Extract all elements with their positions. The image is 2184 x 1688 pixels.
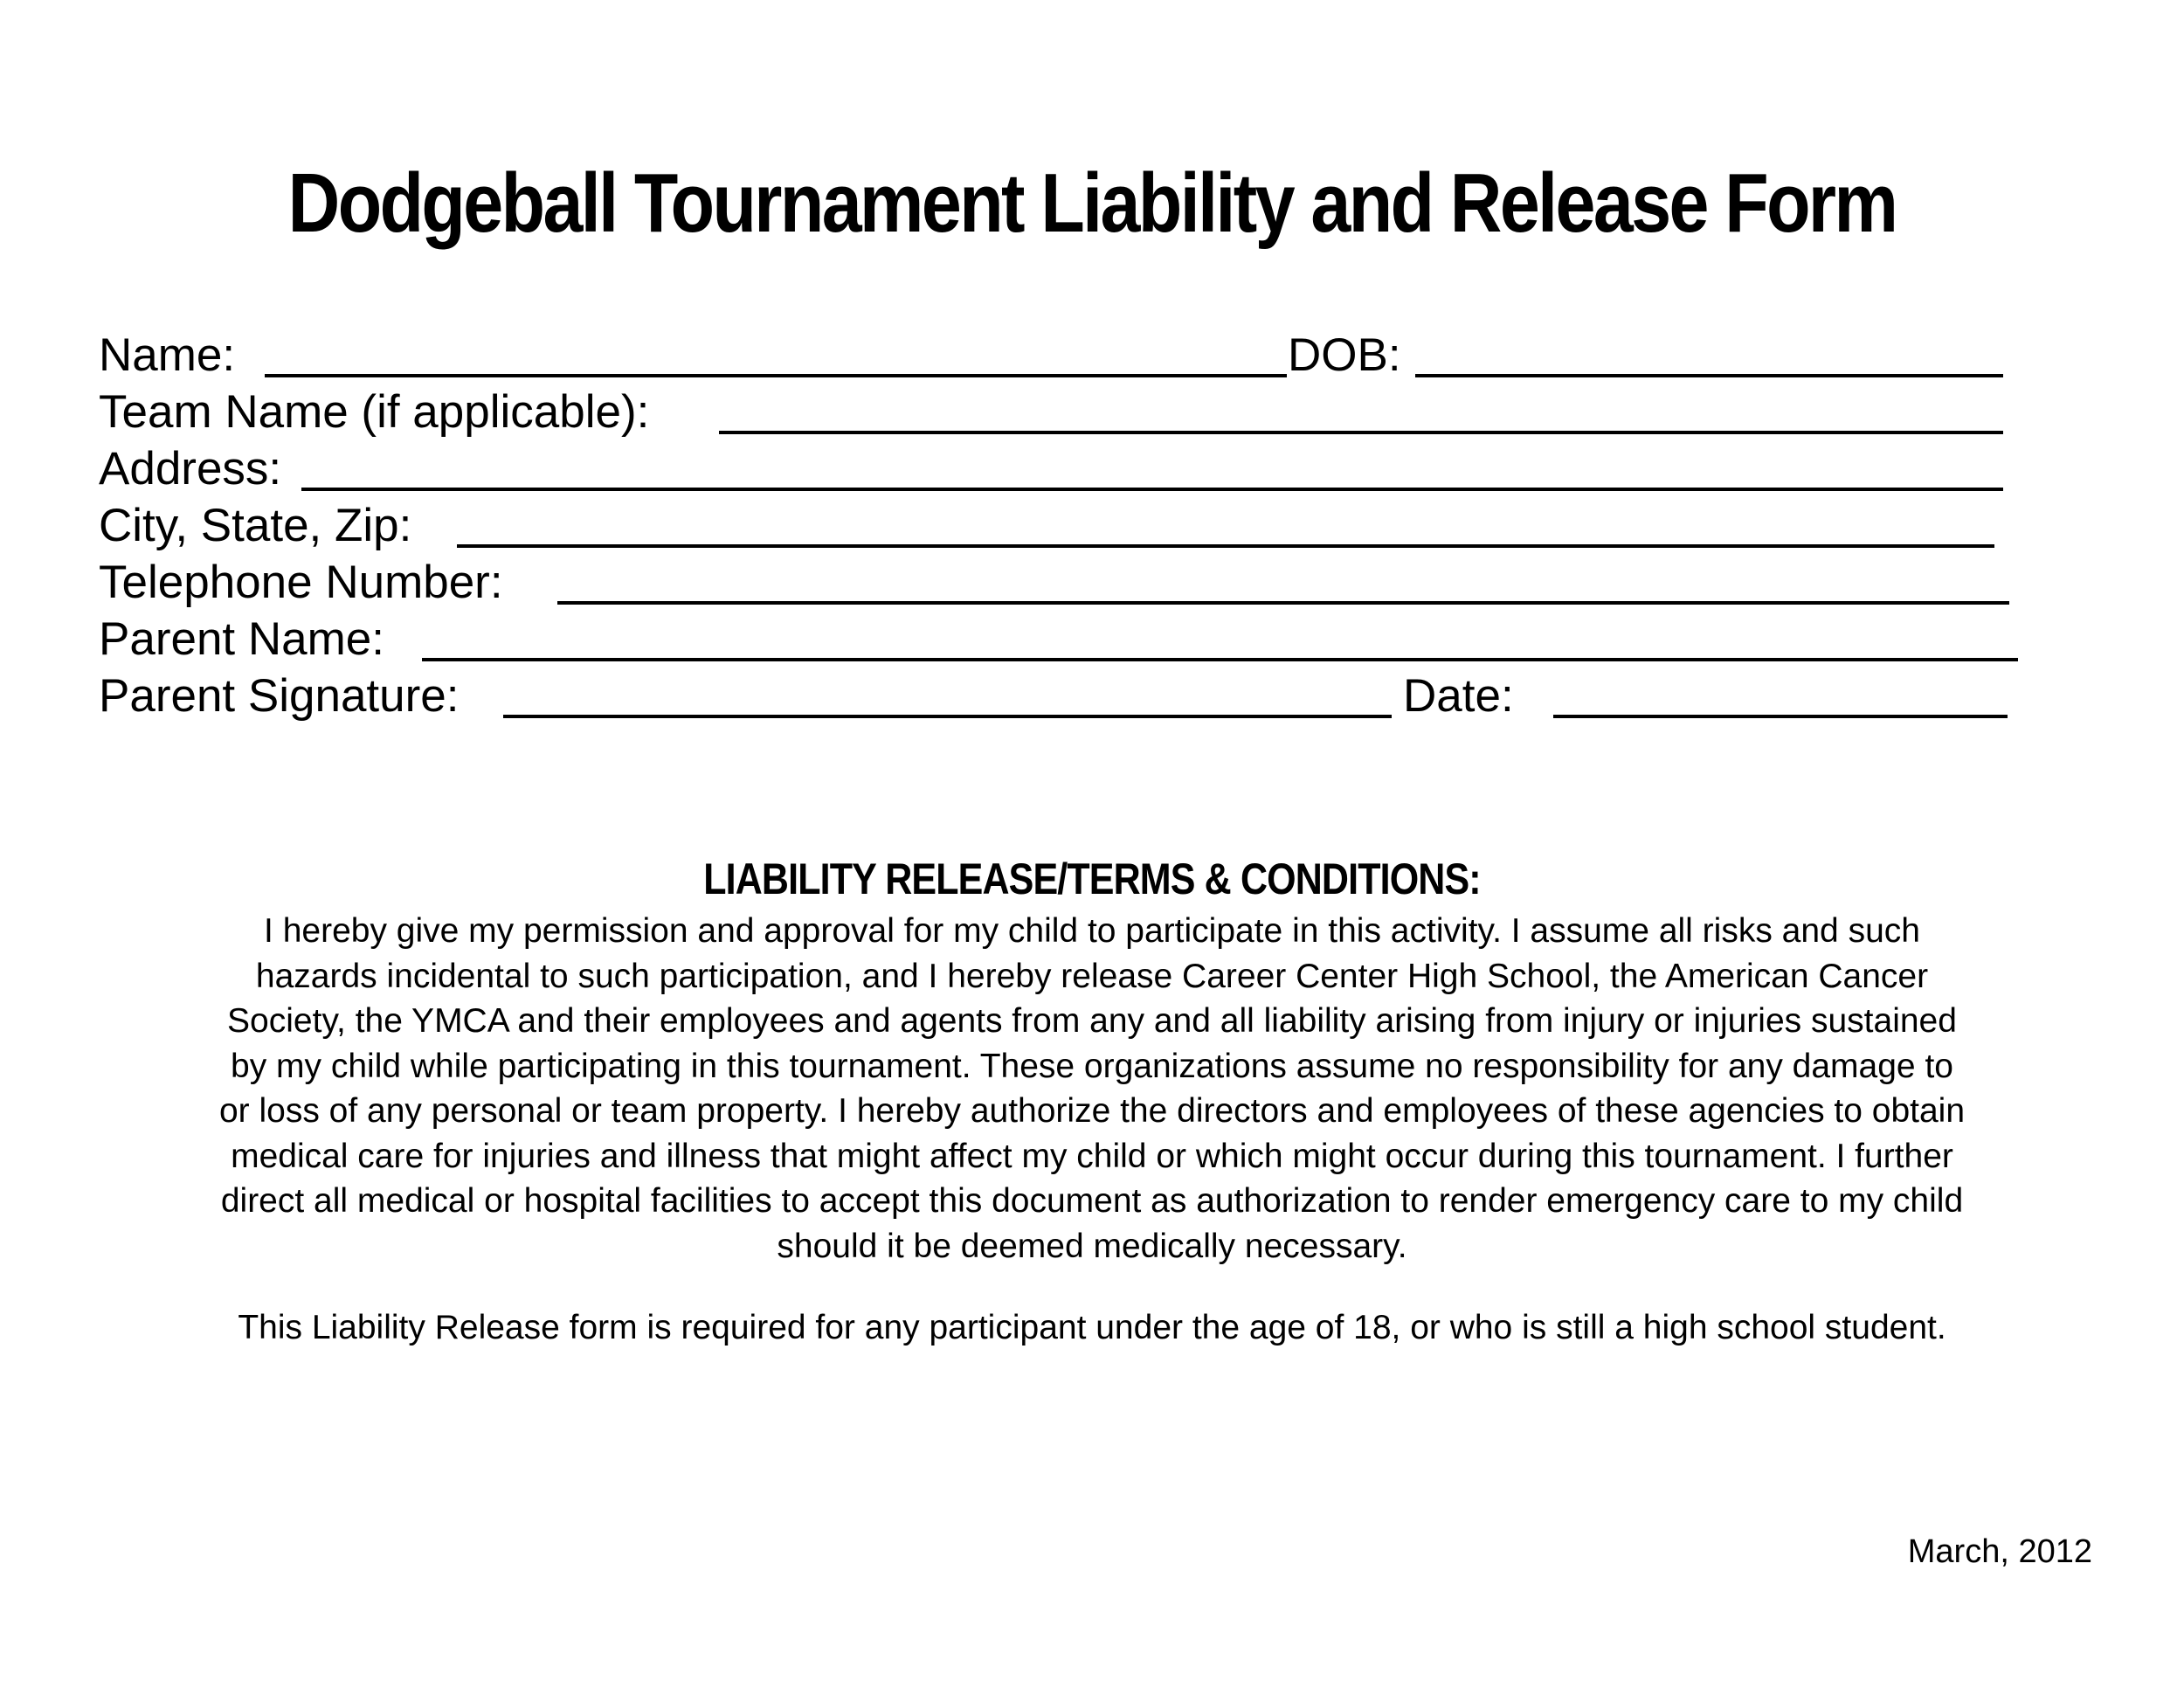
city-state-zip-field[interactable] (457, 544, 1994, 548)
telephone-label: Telephone Number: (99, 557, 503, 608)
dob-field[interactable] (1415, 374, 2003, 377)
revision-date: March, 2012 (1907, 1533, 2092, 1570)
date-field[interactable] (1553, 715, 2008, 718)
terms-line: or loss of any personal or team property. I hereby authorize the directors and employees of these agencies to obtain (218, 1092, 1966, 1130)
terms-line: by my child while participating in this tournament. These organizations assume no responsibility for any damage to (231, 1047, 1953, 1085)
address-field[interactable] (301, 488, 2003, 491)
dob-label: DOB: (1288, 329, 1401, 381)
form-title: Dodgeball Tournament Liability and Release Form (287, 156, 1897, 250)
parent-signature-field[interactable] (503, 715, 1392, 718)
age-requirement-note: This Liability Release form is required for any participant under the age of 18, or who is still a high school student. (238, 1309, 1946, 1346)
terms-line: medical care for injuries and illness that might affect my child or which might occur during this tournament. I further (231, 1137, 1953, 1175)
team-name-row (99, 384, 2003, 440)
address-label: Address: (99, 443, 282, 495)
parent-signature-label: Parent Signature: (99, 670, 460, 722)
name-label: Name: (99, 329, 236, 381)
parent-name-row (99, 611, 2003, 668)
team-name-field[interactable] (719, 431, 2003, 434)
city-state-zip-label: City, State, Zip: (99, 500, 412, 551)
address-row (99, 440, 2003, 497)
participant-fields (99, 327, 2003, 724)
telephone-field[interactable] (557, 601, 2009, 605)
parent-signature-row (99, 668, 2003, 724)
parent-name-field[interactable] (422, 658, 2018, 661)
terms-heading: LIABILITY RELEASE/TERMS & CONDITIONS: (703, 854, 1481, 903)
terms-line: direct all medical or hospital facilities to accept this document as authorization to render emergency care to my child (220, 1182, 1964, 1220)
team-name-label: Team Name (if applicable): (99, 386, 650, 438)
parent-name-label: Parent Name: (99, 613, 384, 665)
name-dob-row (99, 327, 2003, 384)
city-state-zip-row (99, 497, 2003, 554)
terms-line: I hereby give my permission and approval for my child to participate in this activity. I assume all risks and such (264, 912, 1920, 950)
terms-line: should it be deemed medically necessary. (777, 1227, 1407, 1265)
terms-line: hazards incidental to such participation, and I hereby release Career Center High School, the American Cancer (255, 957, 1929, 995)
terms-body (87, 909, 2097, 1269)
name-field[interactable] (265, 374, 1287, 377)
date-label: Date: (1403, 670, 1514, 722)
terms-line: Society, the YMCA and their employees and agents from any and all liability arising from injury or injuries sustained (227, 1002, 1957, 1040)
telephone-row (99, 554, 2003, 611)
